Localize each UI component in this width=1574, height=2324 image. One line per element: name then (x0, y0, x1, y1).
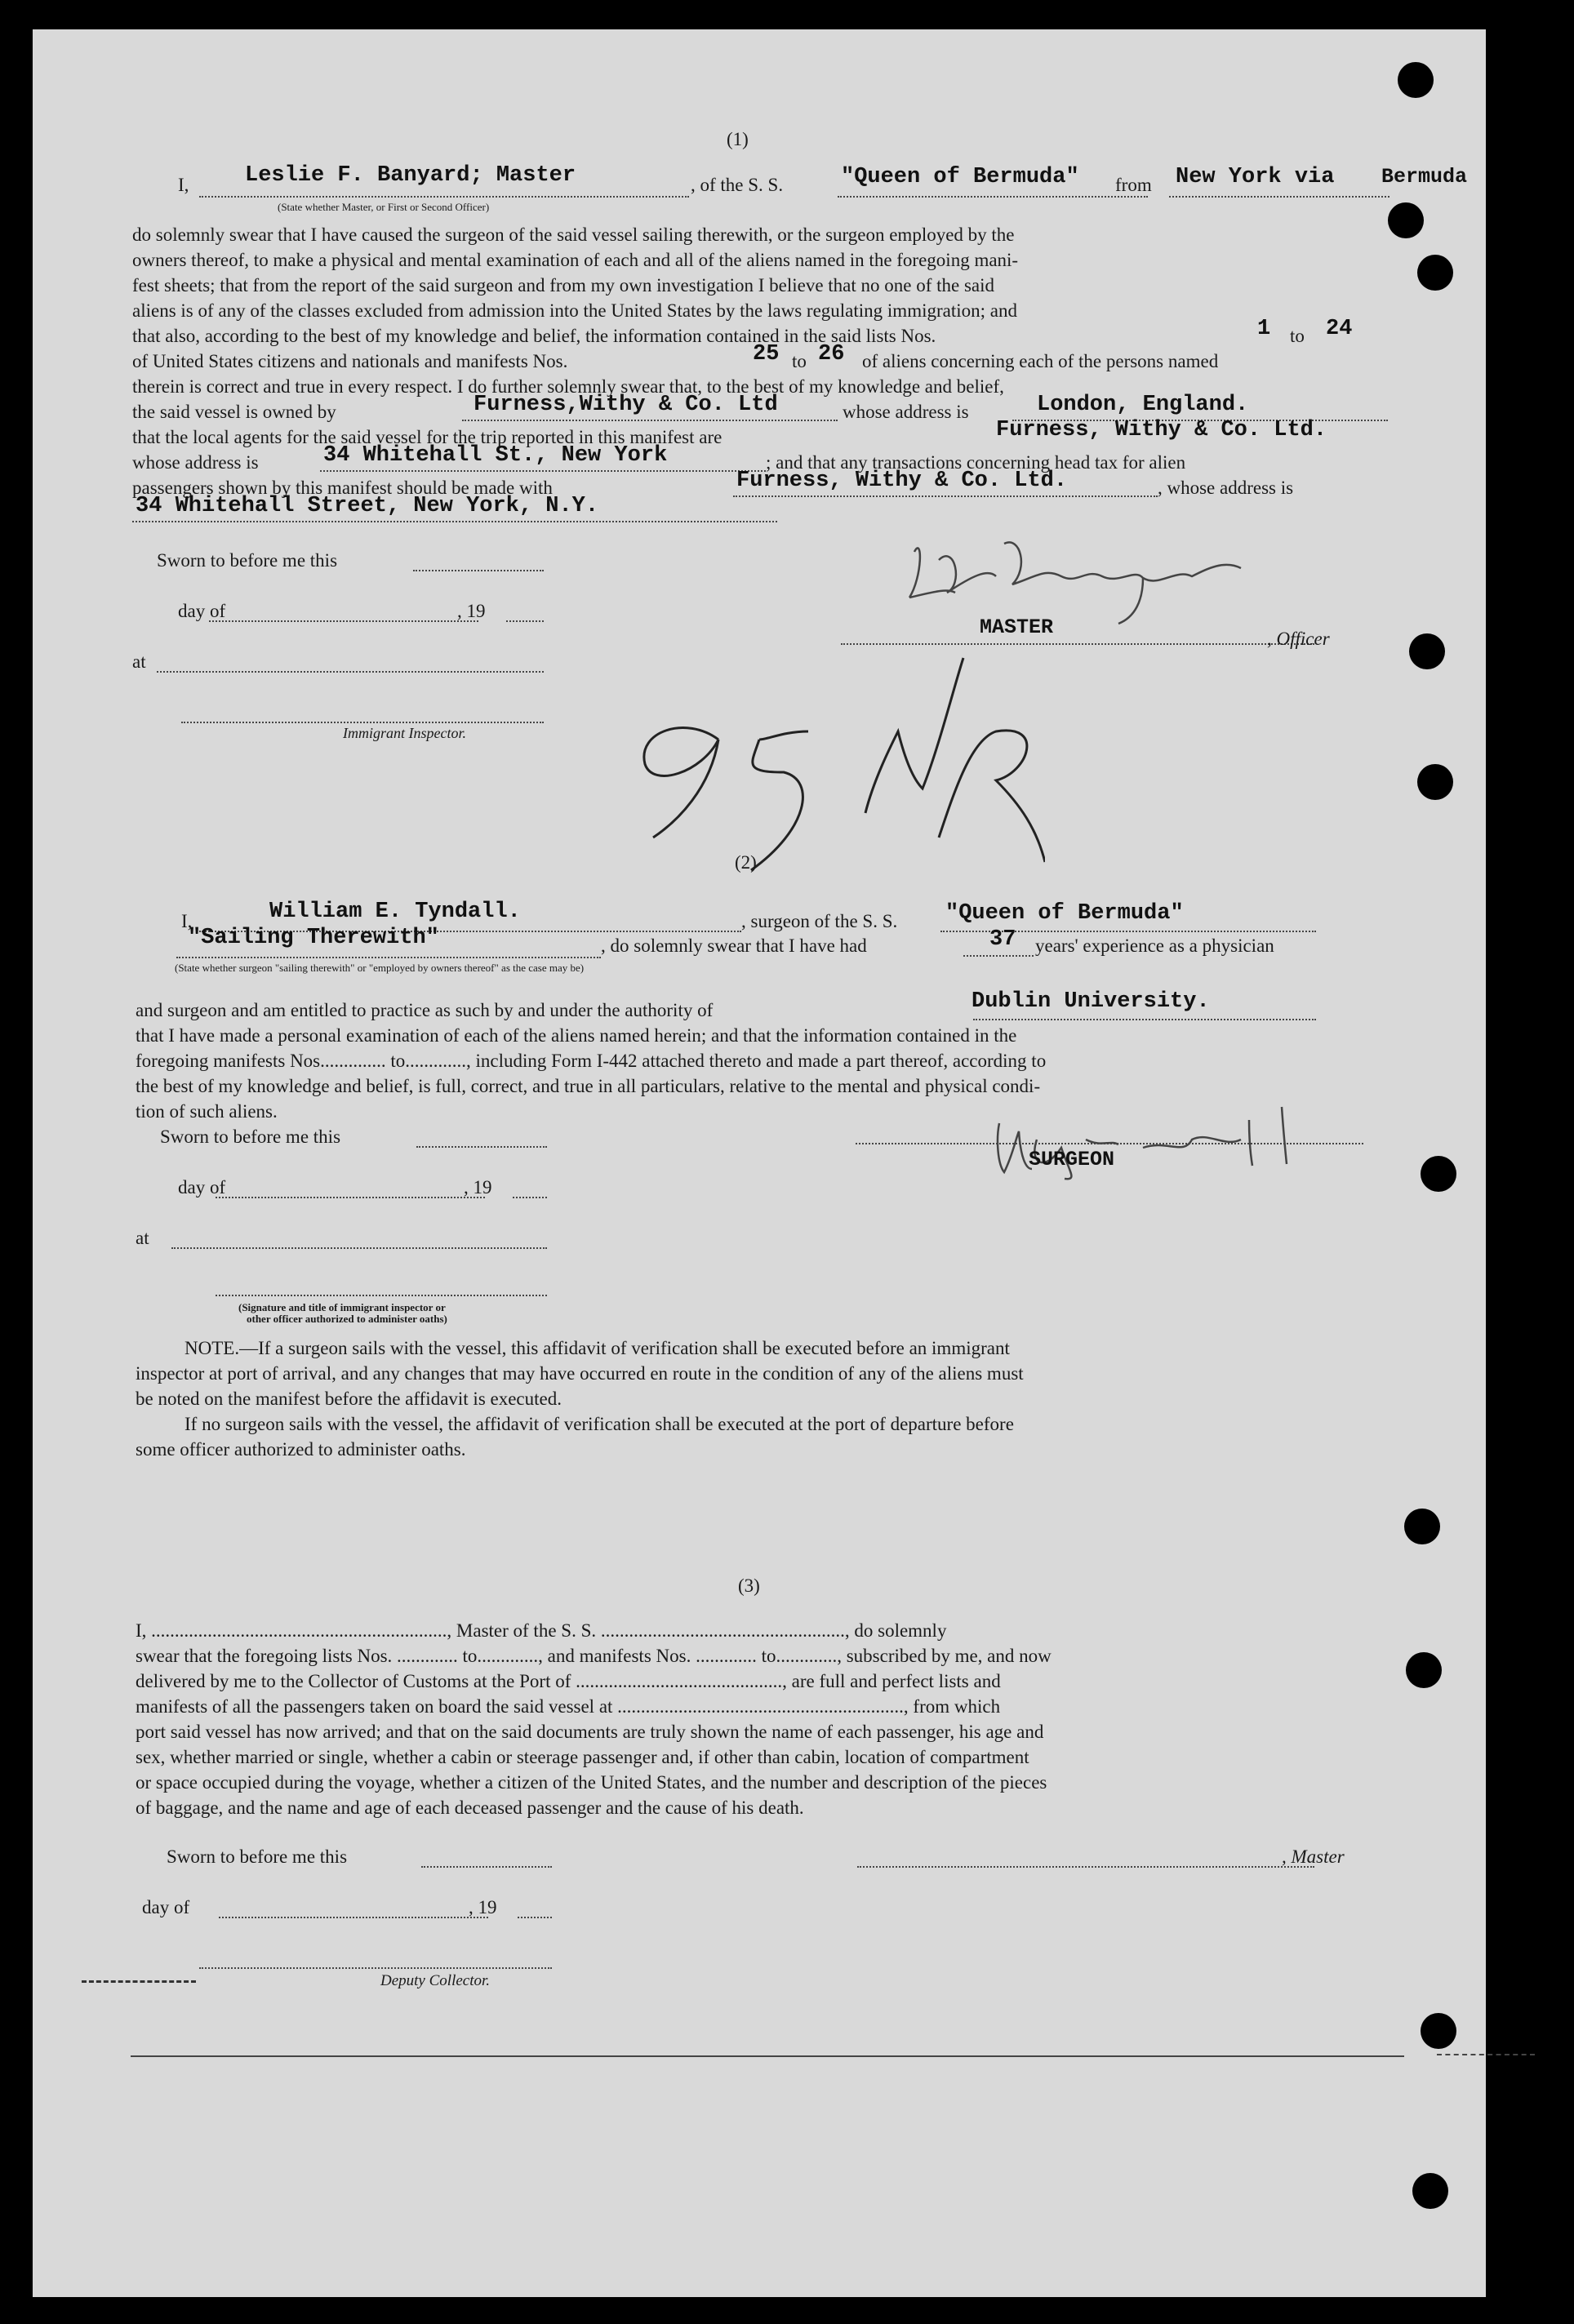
surgeon-status: "Sailing Therewith" (188, 926, 439, 950)
sub-note: (State whether Master, or First or Second Officer) (278, 201, 490, 213)
paragraph-line: tion of such aliens. (136, 1101, 278, 1122)
paragraph-line: of United States citizens and nationals and manifests Nos. (132, 351, 568, 371)
text: to (792, 351, 807, 371)
note-line: some officer authorized to administer oaths. (136, 1439, 466, 1460)
fill-line (838, 196, 1148, 198)
master-signature (898, 519, 1274, 625)
fill-line (506, 620, 544, 622)
paragraph-line: passengers shown by this manifest should be made with (132, 478, 553, 498)
day-of-label: day of (178, 1177, 226, 1198)
master-caption: , Master (1282, 1846, 1345, 1867)
departure-port: New York via (1176, 165, 1335, 189)
paragraph-line: the said vessel is owned by (132, 402, 336, 422)
lists-from: 1 (1257, 317, 1271, 341)
stray-mark (1437, 2054, 1535, 2055)
text: , do solemnly swear that I have had (601, 935, 867, 956)
handwritten-notation (588, 650, 1045, 878)
at-label: at (136, 1228, 149, 1248)
year-label: , 19 (464, 1177, 492, 1198)
manifests-from: 25 (753, 342, 780, 367)
fill-line (841, 643, 1314, 645)
paragraph-line: that the local agents for the said vessel for the trip reported in this manifest are (132, 427, 723, 447)
note (185, 1335, 1010, 1361)
years-experience: 37 (989, 927, 1016, 952)
paragraph-line: swear that the foregoing lists Nos. ............. to............., and manifests Nos. ............. to............., subscribed by me, and now (136, 1646, 1052, 1666)
binder-hole (1417, 255, 1453, 291)
binder-hole (1398, 62, 1434, 98)
paragraph-line: do solemnly swear that I have caused the surgeon of the said vessel sailing therewith, or the surgeon employed by the (132, 224, 1015, 245)
text: I, (181, 911, 193, 931)
fill-line (181, 722, 544, 723)
agent-address: 34 Whitehall St., New York (323, 443, 668, 468)
binder-hole (1421, 1156, 1456, 1192)
paragraph-line: that I have made a personal examination of each of the aliens named herein; and that the information contained in the (136, 1025, 1017, 1046)
sworn-label: Sworn to before me this (157, 550, 338, 571)
fill-line (733, 495, 1158, 497)
ship-name: "Queen of Bermuda" (841, 165, 1079, 189)
fill-line (176, 957, 601, 958)
paragraph-line: owners thereof, to make a physical and mental examination of each and all of the aliens named in the foregoing mani- (132, 250, 1019, 270)
sworn-label: Sworn to before me this (160, 1126, 341, 1147)
paragraph-line: manifests of all the passengers taken on board the said vessel at ............................................................., from which (136, 1696, 1001, 1717)
fill-line (199, 1967, 552, 1969)
paragraph-line: therein is correct and true in every respect. I do further solemnly swear that, to the best of my knowledge and belief, (132, 376, 1004, 397)
binder-hole (1406, 1652, 1442, 1688)
text: to (1290, 326, 1305, 346)
fill-line (963, 955, 1034, 957)
fill-line (518, 1917, 552, 1918)
collector-caption: Deputy Collector. (380, 1972, 491, 1989)
fill-line (132, 521, 777, 522)
fill-line (157, 671, 544, 673)
note-line: be noted on the manifest before the affidavit is executed. (136, 1389, 562, 1409)
paragraph-line: and surgeon and am entitled to practice as such by and under the authority of (136, 1000, 714, 1020)
year-label: , 19 (457, 601, 486, 621)
manifests-to: 26 (818, 342, 845, 367)
departure-port-continued: Bermuda (1381, 165, 1468, 189)
fill-line (857, 1866, 1314, 1868)
fill-line (216, 1295, 547, 1296)
fill-line (216, 1197, 485, 1198)
binder-hole (1404, 1509, 1440, 1544)
fill-line (171, 1247, 547, 1249)
paragraph-line: that also, according to the best of my knowledge and belief, the information contained in the said lists Nos. (132, 326, 936, 346)
paragraph-line: delivered by me to the Collector of Customs at the Port of ............................................, are full and perfect lists and (136, 1671, 1001, 1691)
licensing-authority: Dublin University. (972, 989, 1210, 1014)
paragraph-line: or space occupied during the voyage, whether a citizen of the United States, and the number and description of the pieces (136, 1772, 1047, 1793)
head-tax-party: Furness, Withy & Co. Ltd. (736, 469, 1068, 493)
paragraph-line: ; and that any transactions concerning head tax for alien (766, 452, 1186, 473)
ship-name: "Queen of Bermuda" (945, 901, 1184, 926)
text: from (1115, 175, 1152, 195)
fill-line (209, 620, 478, 622)
note-label: NOTE. (185, 1338, 240, 1358)
inspector-caption: Immigrant Inspector. (343, 725, 466, 741)
fill-line (1169, 196, 1389, 198)
sworn-label: Sworn to before me this (167, 1846, 348, 1867)
note-line: If no surgeon sails with the vessel, the affidavit of verification shall be executed at the port of departure before (185, 1414, 1014, 1434)
paragraph-line: I, ..............................................................., Master of the S. S. ...................................................., do solemnly (136, 1620, 947, 1641)
day-of-label: day of (142, 1897, 190, 1917)
binder-hole (1412, 2173, 1448, 2209)
fill-line (973, 1019, 1316, 1020)
fill-line (413, 570, 544, 571)
year-label: , 19 (469, 1897, 497, 1917)
inspector-caption-line1: (Signature and title of immigrant inspector or (238, 1301, 446, 1313)
fill-line (462, 420, 838, 421)
paragraph-line: of aliens concerning each of the persons named (862, 351, 1219, 371)
divider-line (131, 2055, 1404, 2057)
text: , of the S. S. (691, 175, 784, 195)
section-1-number: (1) (727, 129, 749, 149)
fill-line (219, 1917, 488, 1918)
text: I, (178, 175, 189, 195)
officer-caption: , Officer (1267, 629, 1330, 649)
surgeon-title: SURGEON (1029, 1148, 1115, 1171)
paragraph-line: port said vessel has now arrived; and that on the said documents are truly shown the name of each passenger, his age and (136, 1722, 1044, 1742)
fill-line (513, 1197, 547, 1198)
section-3-number: (3) (738, 1575, 760, 1596)
note-line: —If a surgeon sails with the vessel, this affidavit of verification shall be executed before an immigrant (239, 1338, 1010, 1358)
section-2-number: (2) (735, 852, 757, 873)
owner-address: London, England. (1037, 393, 1249, 417)
paragraph-line: the best of my knowledge and belief, is full, correct, and true in all particulars, relative to the mental and physical condi- (136, 1076, 1041, 1096)
sub-note: (State whether surgeon "sailing therewith" or "employed by owners thereof" as the case may be) (175, 962, 585, 974)
surgeon-name: William E. Tyndall. (269, 900, 521, 924)
day-of-label: day of (178, 601, 226, 621)
text: years' experience as a physician (1035, 935, 1274, 956)
binder-hole (1421, 2013, 1456, 2049)
paragraph-line: of baggage, and the name and age of each deceased passenger and the cause of his death. (136, 1797, 804, 1818)
paragraph-line: foregoing manifests Nos.............. to............., including Form I-442 attached thereto and made a part thereof, according to (136, 1051, 1047, 1071)
document-sheet (33, 29, 1486, 2297)
stray-mark (82, 1980, 196, 1983)
fill-line (416, 1146, 547, 1148)
fill-line (856, 1143, 1363, 1144)
binder-hole (1409, 633, 1445, 669)
binder-hole (1388, 202, 1424, 238)
vessel-owner: Furness,Withy & Co. Ltd (474, 393, 778, 417)
lists-to: 24 (1326, 317, 1353, 341)
text: whose address is (843, 402, 969, 422)
paragraph-line: whose address is (132, 452, 259, 473)
paragraph-line: aliens is of any of the classes excluded from admission into the United States by the laws regulating immigration; and (132, 300, 1017, 321)
master-title: MASTER (980, 615, 1054, 639)
paragraph-line: fest sheets; that from the report of the said surgeon and from my own investigation I believe that no one of the said (132, 275, 995, 295)
fill-line (199, 196, 689, 198)
fill-line (320, 470, 766, 472)
text: , surgeon of the S. S. (741, 911, 898, 931)
binder-hole (1417, 764, 1453, 800)
local-agents: Furness, Withy & Co. Ltd. (996, 418, 1327, 442)
fill-line (421, 1866, 552, 1868)
paragraph-line: sex, whether married or single, whether a cabin or steerage passenger and, if other than cabin, location of compartment (136, 1747, 1029, 1767)
inspector-caption-line2: other officer authorized to administer oaths) (247, 1313, 447, 1325)
at-label: at (132, 651, 146, 672)
head-tax-address: 34 Whitehall Street, New York, N.Y. (136, 494, 599, 518)
master-name: Leslie F. Banyard; Master (245, 163, 576, 188)
note-line: inspector at port of arrival, and any changes that may have occurred en route in the condition of any of the aliens must (136, 1363, 1024, 1384)
paragraph-line: , whose address is (1158, 478, 1294, 498)
